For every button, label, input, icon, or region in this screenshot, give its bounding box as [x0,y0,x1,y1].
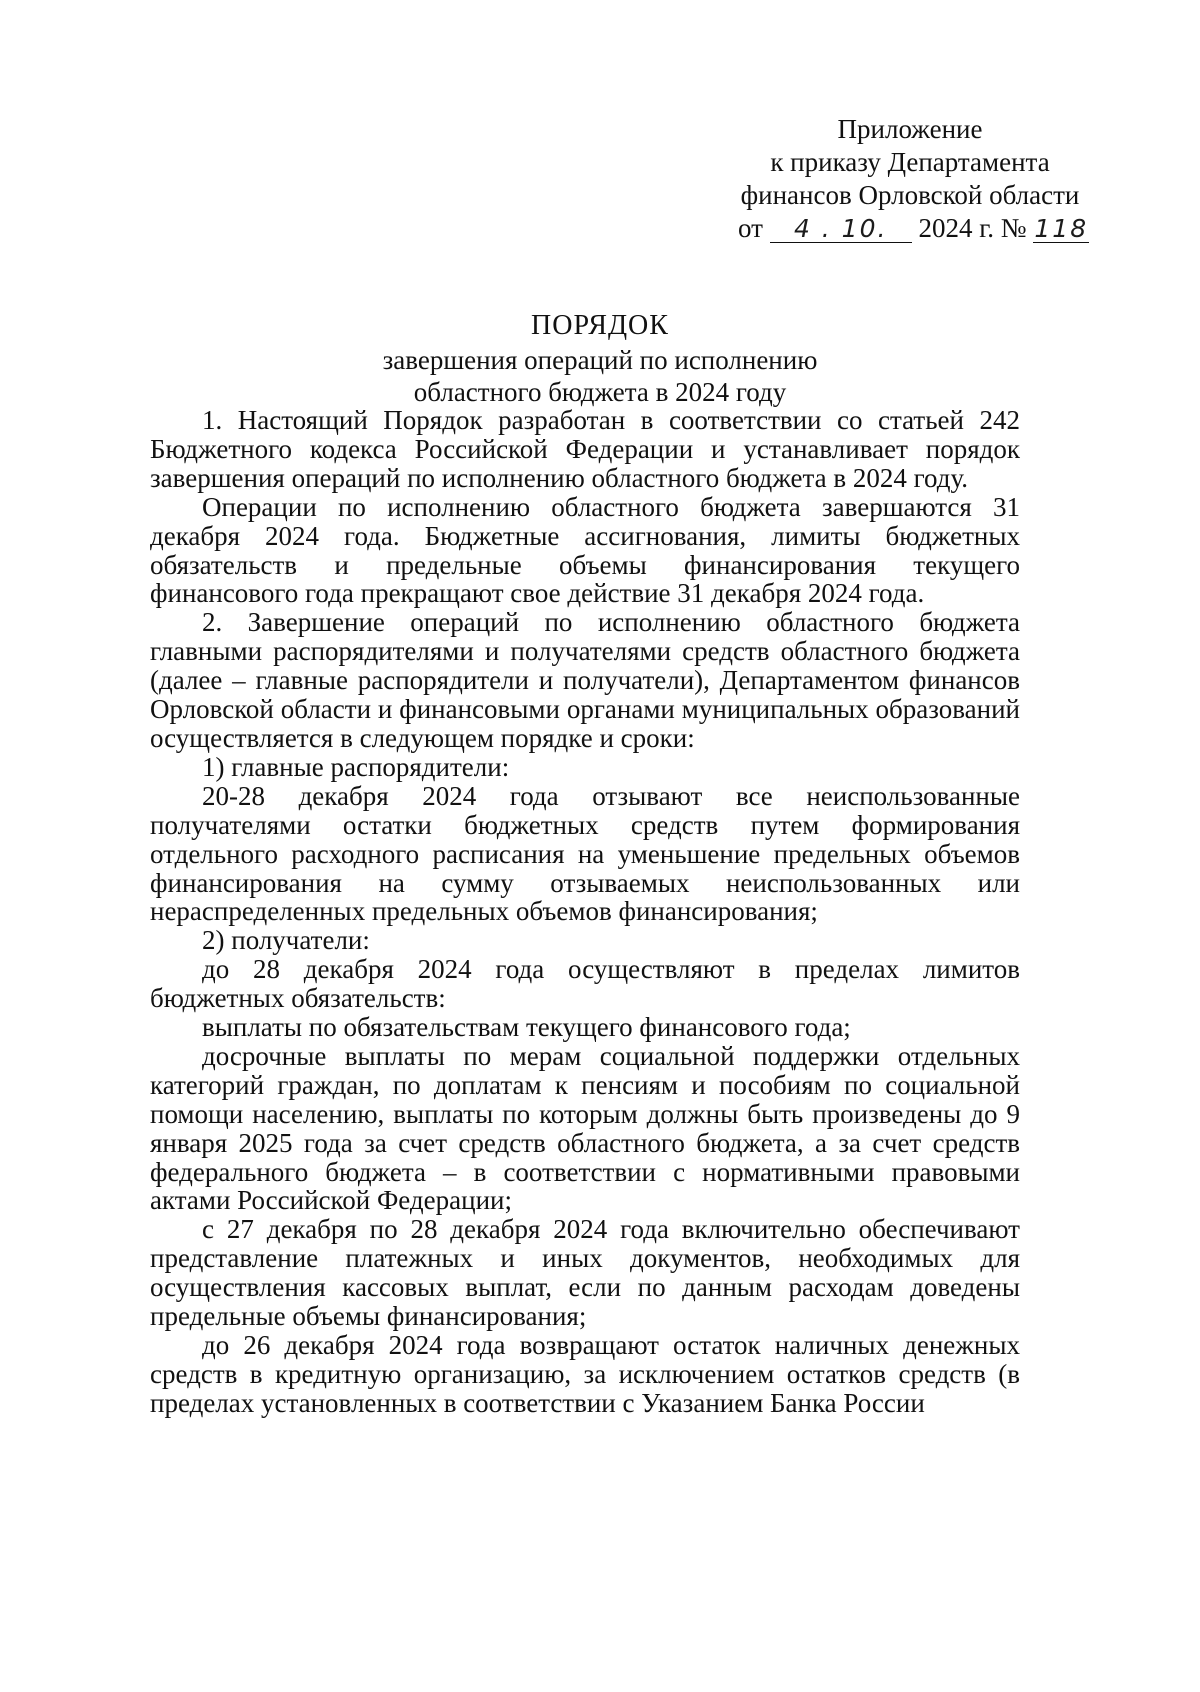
document-title-block [0,310,1200,408]
paragraph-6: 2) получатели: [202,925,370,956]
appendix-order-ref: к приказу Департамента [770,147,1050,177]
paragraph-2: Операции по исполнению областного бюджета завершаются 31 декабря 2024 года. Бюджетные ассигнования, лимиты бюджетных обязательств и предельные объемы финансирования текущего финансового года прекращают свое действие 31 декабря 2024 года. [150,491,1020,609]
paragraph-3: 2. Завершение операций по исполнению областного бюджета главными распорядителями и получателями средств областного бюджета (далее – главные распорядители и получатели), Департаментом финансов Орловской области и финансовыми органами муниципальных образований осуществляется в следующем порядке и сроки: [150,607,1020,753]
document-body [150,406,1020,1418]
year-and-number-label: 2024 г. № [918,213,1027,243]
document-subtitle-line-2: областного бюджета в 2024 году [413,377,787,407]
date-field [770,215,912,243]
paragraph-4: 1) главные распорядители: [202,751,510,782]
paragraph-5: 20-28 декабря 2024 года отзывают все неиспользованные получателями остатки бюджетных средств путем формирования отдельного расходного расписания на уменьшение предельных объемов финансирования на сумму отзываемых неиспользованных или нераспределенных предельных объемов финансирования; [150,780,1020,927]
paragraph-11: до 26 декабря 2024 года возвращают остаток наличных денежных средств в кредитную организацию, за исключением остатков средств (в пределах установленных в соответствии с Указанием Банка России [150,1330,1020,1418]
paragraph-10: с 27 декабря по 28 декабря 2024 года включительно обеспечивают представление платежных и иных документов, необходимых для осуществления кассовых выплат, если по данным расходам доведены предельные объемы финансирования; [150,1214,1020,1332]
document-title: ПОРЯДОК [531,310,669,341]
appendix-header [700,113,1120,245]
appendix-date-line [700,212,1120,245]
document-subtitle-line-1: завершения операций по исполнению [382,345,818,375]
handwritten-date: 4 . 10. [793,214,888,243]
appendix-department: финансов Орловской области [740,180,1080,210]
handwritten-number: 118 [1034,214,1089,243]
appendix-title: Приложение [837,114,983,144]
paragraph-7: до 28 декабря 2024 года осуществляют в пределах лимитов бюджетных обязательств: [150,954,1020,1014]
paragraph-9: досрочные выплаты по мерам социальной поддержки отдельных категорий граждан, по доплатам к пенсиям и пособиям по социальной помощи населению, выплаты по которым должны быть произведены до 9 января 2025 года за счет средств областного бюджета, а за счет средств федерального бюджета – в соответствии с нормативными правовыми актами Российской Федерации; [150,1040,1020,1216]
date-prefix: от [738,213,763,243]
paragraph-1: 1. Настоящий Порядок разработан в соответствии со статьей 242 Бюджетного кодекса Российской Федерации и устанавливает порядок завершения операций по исполнению областного бюджета в 2024 году. [150,405,1020,493]
paragraph-8: выплаты по обязательствам текущего финансового года; [202,1012,851,1043]
number-field [1033,215,1089,243]
